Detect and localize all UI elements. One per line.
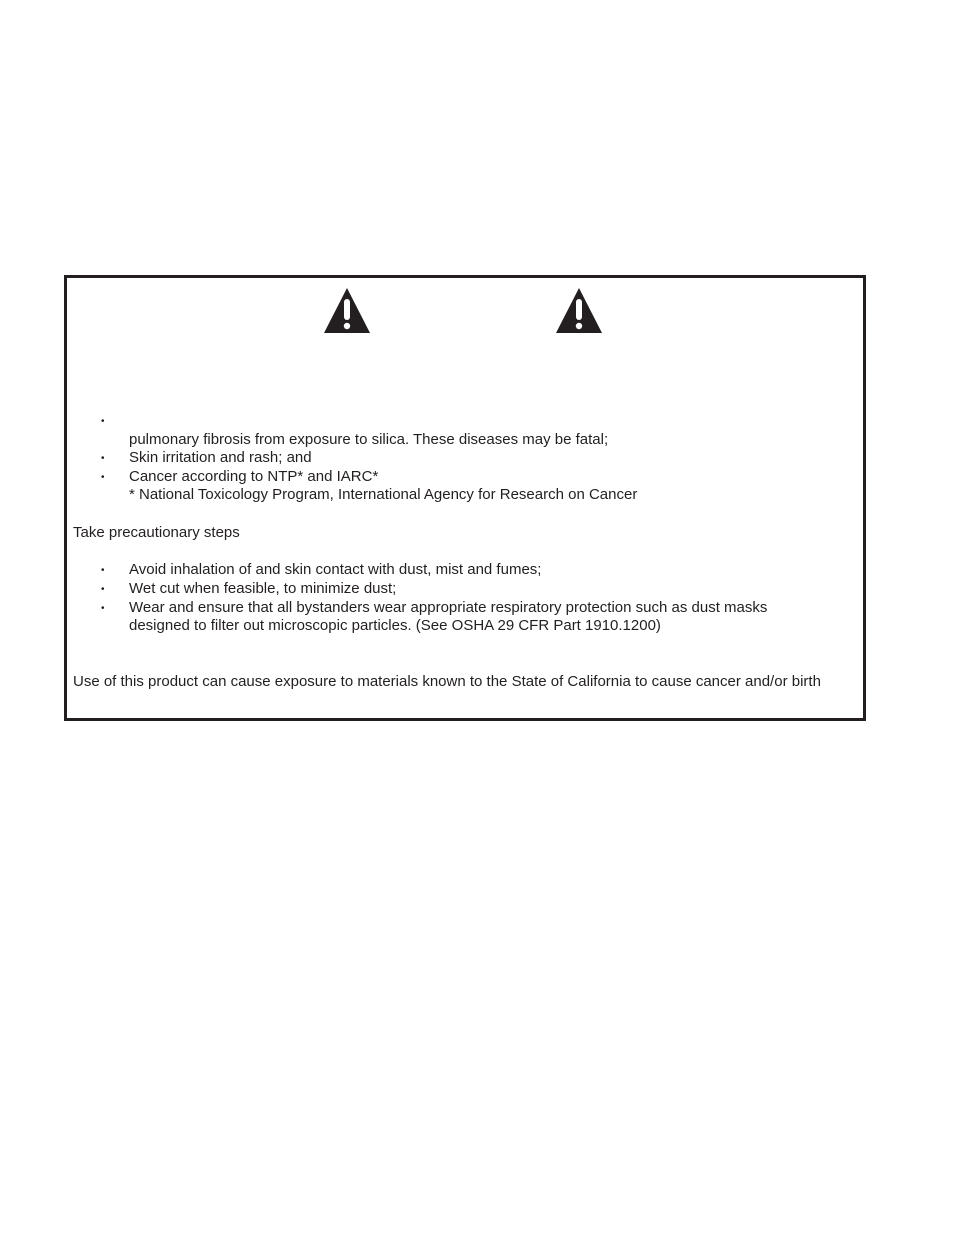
precaution-heading: Take precautionary steps	[73, 524, 240, 541]
precaution-item-2: Wet cut when feasible, to minimize dust;	[129, 580, 397, 597]
warning-triangle-icon	[323, 286, 371, 334]
list-bullet: •	[101, 416, 105, 427]
list-bullet: •	[101, 584, 105, 595]
precaution-item-3-line-1: Wear and ensure that all bystanders wear appropriate respiratory protection such as dust masks	[129, 599, 768, 616]
hazard-item-2: Skin irritation and rash; and	[129, 449, 312, 466]
list-bullet: •	[101, 453, 105, 464]
hazard-item-3-footnote: * National Toxicology Program, International Agency for Research on Cancer	[129, 486, 638, 503]
california-notice: Use of this product can cause exposure to materials known to the State of California to cause cancer and/or birth	[73, 673, 821, 690]
precaution-item-3-line-2: designed to filter out microscopic particles. (See OSHA 29 CFR Part 1910.1200)	[129, 617, 661, 634]
list-bullet: •	[101, 565, 105, 576]
hazard-item-1-line-2: pulmonary fibrosis from exposure to silica. These diseases may be fatal;	[129, 431, 609, 448]
hazard-item-3-line-1: Cancer according to NTP* and IARC*	[129, 468, 379, 485]
warning-box	[64, 275, 866, 721]
list-bullet: •	[101, 472, 105, 483]
list-bullet: •	[101, 603, 105, 614]
precaution-item-1: Avoid inhalation of and skin contact with dust, mist and fumes;	[129, 561, 542, 578]
warning-triangle-icon	[555, 286, 603, 334]
